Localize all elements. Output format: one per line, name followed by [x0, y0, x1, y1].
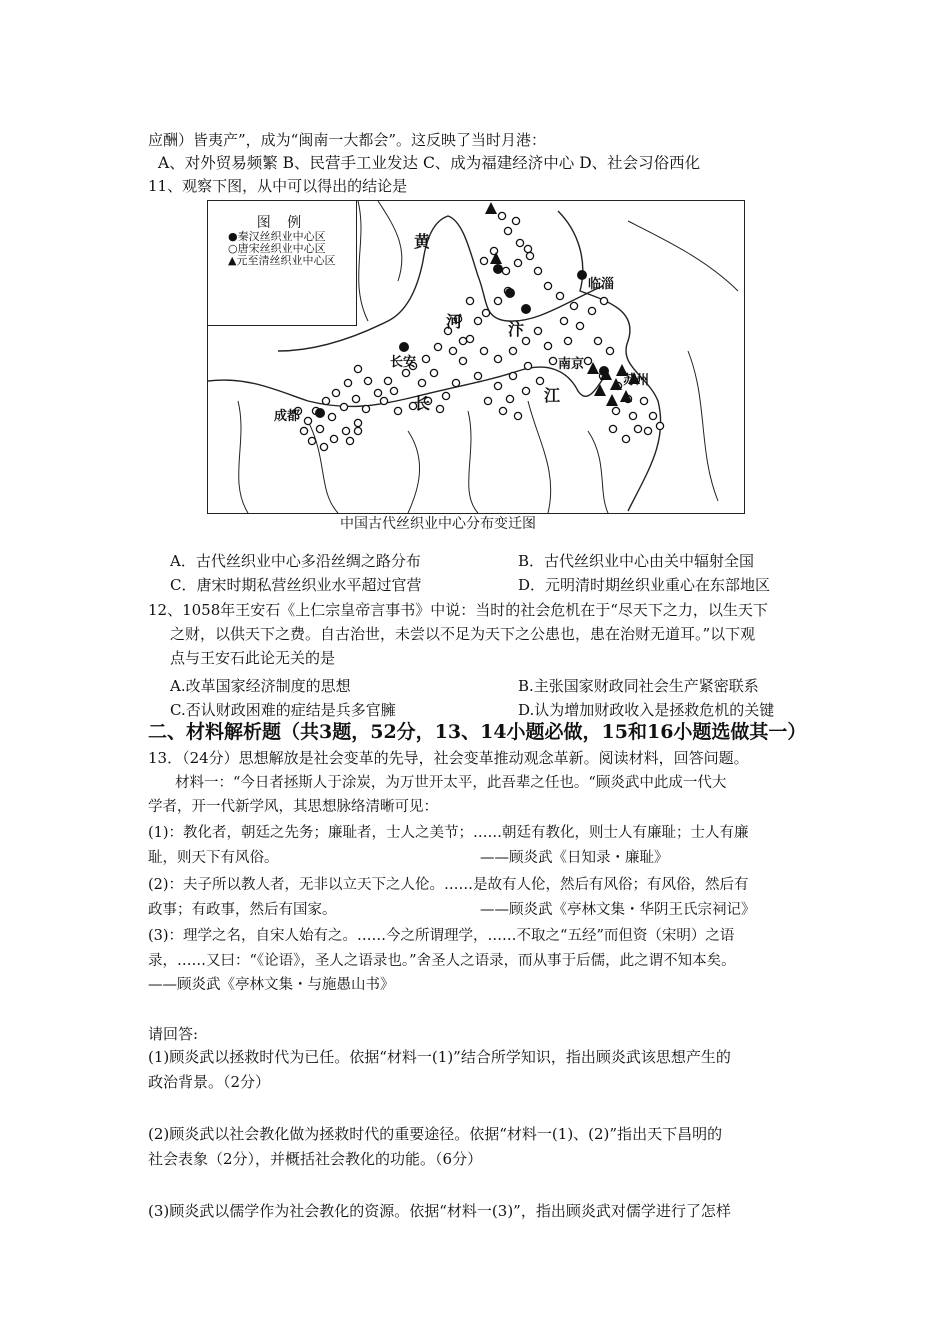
tangsong-center-marker: [588, 307, 595, 314]
tangsong-center-marker: [362, 405, 369, 412]
tangsong-center-marker: [494, 382, 501, 389]
qinhan-center-marker: [577, 270, 587, 280]
tangsong-center-marker: [494, 297, 501, 304]
tangsong-center-marker: [374, 389, 381, 396]
q12-option-d: D.认为增加财政收入是拯救危机的关键: [518, 701, 775, 719]
label-he: 河: [446, 312, 463, 331]
label-jiang: 江: [544, 386, 561, 405]
q13-sub1-line1: (1)顾炎武以拯救时代为已任。依据“材料一(1)”结合所学知识，指出顾炎武该思想产生的: [148, 1048, 731, 1066]
qinhan-center-marker: [315, 408, 325, 418]
tangsong-center-marker: [480, 347, 487, 354]
legend-item-qinhan: ●秦汉丝织业中心区: [228, 230, 326, 243]
tangsong-center-marker: [364, 377, 371, 384]
q13-material-line1: 材料一：“今日者拯斯人于涂炭，为万世开太平，此吾辈之任也。“顾炎武中此成一代大: [175, 775, 727, 791]
tangsong-center-marker: [354, 427, 361, 434]
tangsong-center-marker: [442, 392, 449, 399]
tangsong-center-marker: [656, 422, 663, 429]
tangsong-center-marker: [556, 292, 563, 299]
tangsong-center-marker: [466, 297, 473, 304]
qinhan-center-marker: [493, 264, 503, 274]
label-chang: 长: [414, 394, 431, 413]
tangsong-center-marker: [564, 337, 571, 344]
tangsong-center-marker: [536, 377, 543, 384]
tangsong-center-marker: [322, 397, 329, 404]
tangsong-center-marker: [459, 357, 466, 364]
tangsong-center-marker: [328, 413, 335, 420]
section-2-heading: 二、材料解析题（共3题，52分，13、14小题必做，15和16小题选做其一）: [148, 721, 807, 743]
q13-p2-line2: 政事；有政事，然后有国家。: [148, 902, 337, 918]
tangsong-center-marker: [430, 369, 437, 376]
tangsong-center-marker: [640, 397, 647, 404]
q13-sub2-line1: (2)顾炎武以社会教化做为拯救时代的重要途径。依据“材料一(1)、(2)”指出天下昌明的: [148, 1125, 723, 1143]
tangsong-center-marker: [484, 397, 491, 404]
tangsong-center-marker: [498, 212, 505, 219]
tangsong-center-marker: [434, 343, 441, 350]
tangsong-center-marker: [436, 405, 443, 412]
tangsong-center-marker: [384, 377, 391, 384]
yuanqing-center-marker: [485, 202, 497, 214]
q13-p1-line2: 耻，则天下有风俗。: [148, 850, 279, 866]
q11-option-a: A．古代丝织业中心多沿丝绸之路分布: [170, 552, 421, 570]
tangsong-center-marker: [340, 403, 347, 410]
tangsong-center-marker: [380, 397, 387, 404]
tangsong-center-marker: [544, 282, 551, 289]
tangsong-center-marker: [612, 407, 619, 414]
label-changan: 长安: [390, 355, 417, 370]
q13-sub2-line2: 社会表象（2分），并概括社会教化的功能。（6分）: [148, 1150, 483, 1168]
silk-map: [207, 200, 745, 514]
tangsong-center-marker: [352, 395, 359, 402]
label-huang: 黄: [414, 232, 431, 251]
tangsong-center-marker: [330, 435, 337, 442]
tangsong-center-marker: [418, 379, 425, 386]
tangsong-center-marker: [354, 365, 361, 372]
q13-p2-source: ——顾炎武《亭林文集・华阴王氏宗祠记》: [480, 902, 756, 918]
q11-stem: 11、观察下图，从中可以得出的结论是: [148, 177, 408, 195]
tangsong-center-marker: [644, 427, 651, 434]
tangsong-center-marker: [514, 412, 521, 419]
tangsong-center-marker: [544, 342, 551, 349]
q13-p3-line2: 录，……又曰：“《论语》，圣人之语录也。”舍圣人之语录，而从事于后儒，此之谓不知本矣。: [148, 953, 736, 969]
tangsong-center-marker: [320, 443, 327, 450]
tangsong-center-marker: [512, 217, 519, 224]
tangsong-center-marker: [649, 412, 656, 419]
legend-item-yuanqing: ▲元至清丝织业中心区: [228, 254, 336, 267]
tangsong-center-marker: [606, 347, 613, 354]
tangsong-center-marker: [506, 395, 513, 402]
label-nanjing: 南京: [558, 357, 585, 372]
q13-p1-line1: (1)：教化者，朝廷之先务；廉耻者，士人之美节；……朝廷有教化，则士人有廉耻；士人有廉: [148, 825, 749, 841]
tangsong-center-marker: [514, 259, 521, 266]
tangsong-center-marker: [609, 425, 616, 432]
q11-option-c: C．唐宋时期私营丝织业水平超过官营: [170, 576, 422, 594]
tangsong-center-marker: [482, 309, 489, 316]
tangsong-center-marker: [524, 245, 531, 252]
tangsong-center-marker: [422, 355, 429, 362]
tangsong-center-marker: [516, 239, 523, 246]
tangsong-center-marker: [526, 252, 533, 259]
tangsong-center-marker: [534, 267, 541, 274]
map-caption: 中国古代丝织业中心分布变迁图: [340, 516, 536, 532]
tangsong-center-marker: [304, 417, 311, 424]
q12-line2: 之财，以供天下之费。自古治世，未尝以不足为天下之公患也，患在治财无道耳。”以下观: [170, 625, 756, 643]
tangsong-center-marker: [402, 369, 409, 376]
tangsong-center-marker: [502, 267, 509, 274]
tangsong-center-marker: [346, 437, 353, 444]
q13-p1-source: ——顾炎武《日知录・廉耻》: [480, 850, 669, 866]
tangsong-center-marker: [600, 297, 607, 304]
tangsong-center-marker: [549, 357, 556, 364]
q10-line: 应酬）皆夷产”，成为“闽南一大都会”。这反映了当时月港：: [148, 131, 547, 149]
tangsong-center-marker: [634, 425, 641, 432]
q12-option-c: C.否认财政困难的症结是兵多官臃: [170, 701, 396, 719]
tangsong-center-marker: [629, 412, 636, 419]
tangsong-center-marker: [466, 335, 473, 342]
label-bian: 汴: [508, 320, 525, 339]
q12-option-a: A.改革国家经济制度的思想: [170, 677, 351, 695]
tangsong-center-marker: [390, 387, 397, 394]
tangsong-center-marker: [474, 317, 481, 324]
tangsong-center-marker: [316, 425, 323, 432]
q10-options: A、对外贸易频繁 B、民营手工业发达 C、成为福建经济中心 D、社会习俗西化: [158, 154, 701, 172]
label-chengdu: 成都: [274, 409, 301, 424]
tangsong-center-marker: [499, 407, 506, 414]
q13-p2-line1: (2)：夫子所以教人者，无非以立天下之人伦。……是故有人伦，然后有风俗；有风俗，然后有: [148, 877, 749, 893]
tangsong-center-marker: [594, 337, 601, 344]
tangsong-center-marker: [394, 407, 401, 414]
q13-p3-line1: (3)：理学之名，自宋人始有之。……今之所谓理学，……不取之“五经”而但资（宋明）之语: [148, 928, 735, 944]
q13-stem: 13．（24分）思想解放是社会变革的先导，社会变革推动观念革新。阅读材料，回答问题。: [148, 749, 749, 767]
q13-ask: 请回答:: [148, 1025, 199, 1043]
qinhan-center-marker: [521, 304, 531, 314]
tangsong-center-marker: [342, 427, 349, 434]
q13-sub1-line2: 政治背景。（2分）: [148, 1073, 271, 1091]
tangsong-center-marker: [494, 355, 501, 362]
label-suzhou: 苏州: [623, 373, 650, 388]
qinhan-center-marker: [505, 288, 515, 298]
tangsong-center-marker: [584, 357, 591, 364]
legend-title: 图 例: [256, 215, 308, 231]
tangsong-center-marker: [474, 372, 481, 379]
q13-material-line2: 学者，开一代新学风，其思想脉络清晰可见：: [148, 799, 438, 815]
tangsong-center-marker: [622, 435, 629, 442]
tangsong-center-marker: [570, 302, 577, 309]
tangsong-center-marker: [509, 372, 516, 379]
tangsong-center-marker: [480, 257, 487, 264]
tangsong-center-marker: [449, 347, 456, 354]
q12-line1: 12、1058年王安石《上仁宗皇帝言事书》中说：当时的社会危机在于“尽天下之力，以生天下: [148, 601, 768, 619]
q12-option-b: B.主张国家财政同社会生产紧密联系: [518, 677, 759, 695]
q12-line3: 点与王安石此论无关的是: [170, 649, 336, 667]
tangsong-center-marker: [300, 427, 307, 434]
tangsong-center-marker: [522, 387, 529, 394]
q13-p3-source: ——顾炎武《亭林文集・与施愚山书》: [148, 977, 395, 993]
yuanqing-center-marker: [606, 394, 618, 406]
legend-item-tangsong: ○唐宋丝织业中心区: [228, 242, 326, 255]
tangsong-center-marker: [452, 379, 459, 386]
tangsong-center-marker: [344, 379, 351, 386]
q11-option-d: D．元明清时期丝织业重心在东部地区: [518, 576, 771, 594]
tangsong-center-marker: [504, 227, 511, 234]
map-legend: [208, 201, 357, 326]
tangsong-center-marker: [459, 337, 466, 344]
tangsong-center-marker: [534, 327, 541, 334]
tangsong-center-marker: [332, 389, 339, 396]
q11-option-b: B．古代丝织业中心由关中辐射全国: [518, 552, 755, 570]
tangsong-center-marker: [524, 362, 531, 369]
tangsong-center-marker: [509, 347, 516, 354]
tangsong-center-marker: [576, 322, 583, 329]
tangsong-center-marker: [308, 437, 315, 444]
q13-sub3-line1: (3)顾炎武以儒学作为社会教化的资源。依据“材料一(3)”，指出顾炎武对儒学进行了怎样: [148, 1202, 731, 1220]
tangsong-center-marker: [354, 419, 361, 426]
label-linzi: 临淄: [588, 277, 615, 292]
tangsong-center-marker: [560, 317, 567, 324]
